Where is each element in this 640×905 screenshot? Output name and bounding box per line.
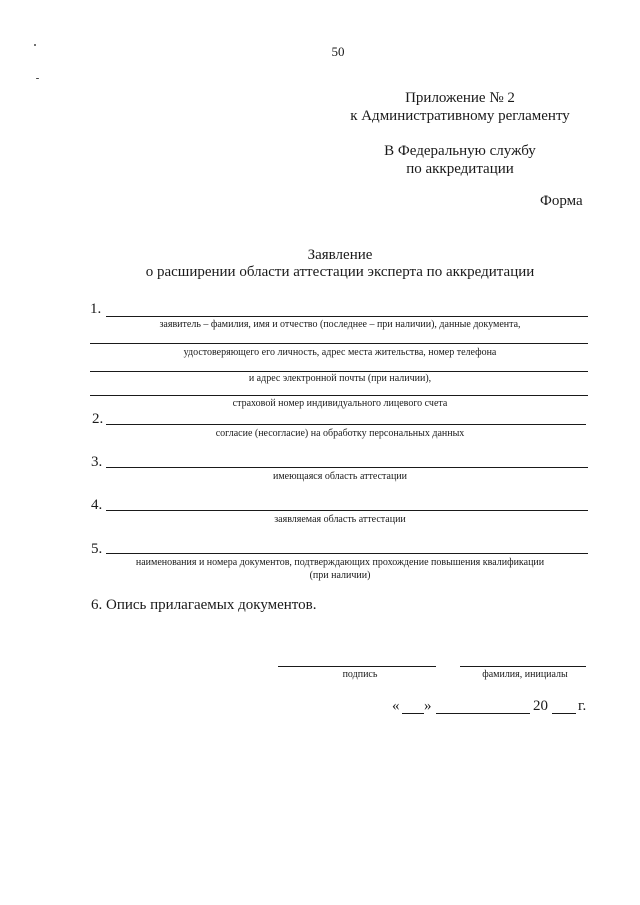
signature-line[interactable] [278, 666, 436, 667]
addressee-line-1: В Федеральную службу [384, 143, 536, 159]
scan-speck [36, 78, 39, 79]
date-month-line[interactable] [436, 713, 530, 714]
field-1-line-2[interactable] [90, 343, 588, 344]
title-line-1: Заявление [307, 247, 373, 263]
attached-documents-heading: 6. Опись прилагаемых документов. [91, 597, 317, 613]
name-initials-label: фамилия, инициалы [482, 669, 568, 680]
regulation-label: к Административному регламенту [350, 108, 570, 124]
name-initials-line[interactable] [460, 666, 586, 667]
field-1-hint: страховой номер индивидуального лицевого счета [232, 398, 448, 409]
date-close-quote: » [424, 698, 432, 714]
field-1-line[interactable] [106, 316, 588, 317]
field-1-hint: удостоверяющего его личность, адрес места жительства, номер телефона [183, 347, 497, 358]
title-line-2: о расширении области аттестации эксперта по аккредитации [145, 264, 535, 280]
date-year-prefix: 20 [533, 698, 548, 714]
field-3-number: 3. [91, 454, 103, 470]
field-1-line-3[interactable] [90, 371, 588, 372]
signature-label: подпись [342, 669, 378, 680]
field-2-number: 2. [92, 411, 104, 427]
field-5-hint: наименования и номера документов, подтверждающих прохождение повышения квалификации [135, 557, 545, 568]
addressee-line-2: по аккредитации [406, 161, 514, 177]
field-1-line-4[interactable] [90, 395, 588, 396]
field-5-line[interactable] [106, 553, 588, 554]
appendix-label: Приложение № 2 [405, 90, 515, 106]
field-4-number: 4. [91, 497, 103, 513]
field-3-line[interactable] [106, 467, 588, 468]
date-year-suffix: г. [578, 698, 587, 714]
field-4-line[interactable] [106, 510, 588, 511]
field-3-hint: имеющаяся область аттестации [272, 471, 408, 482]
field-4-hint: заявляемая область аттестации [274, 514, 406, 525]
form-label: Форма [540, 193, 583, 209]
page-number: 50 [331, 44, 345, 59]
field-2-hint: согласие (несогласие) на обработку персональных данных [215, 428, 465, 439]
date-open-quote: « [392, 698, 400, 714]
field-5-number: 5. [91, 541, 103, 557]
date-year-line[interactable] [552, 713, 576, 714]
field-1-number: 1. [90, 301, 102, 317]
field-2-line[interactable] [106, 424, 586, 425]
date-day-line[interactable] [402, 713, 424, 714]
field-1-hint: заявитель – фамилия, имя и отчество (последнее – при наличии), данные документа, [159, 319, 521, 330]
field-5-hint: (при наличии) [309, 570, 371, 581]
field-1-hint: и адрес электронной почты (при наличии), [248, 373, 432, 384]
